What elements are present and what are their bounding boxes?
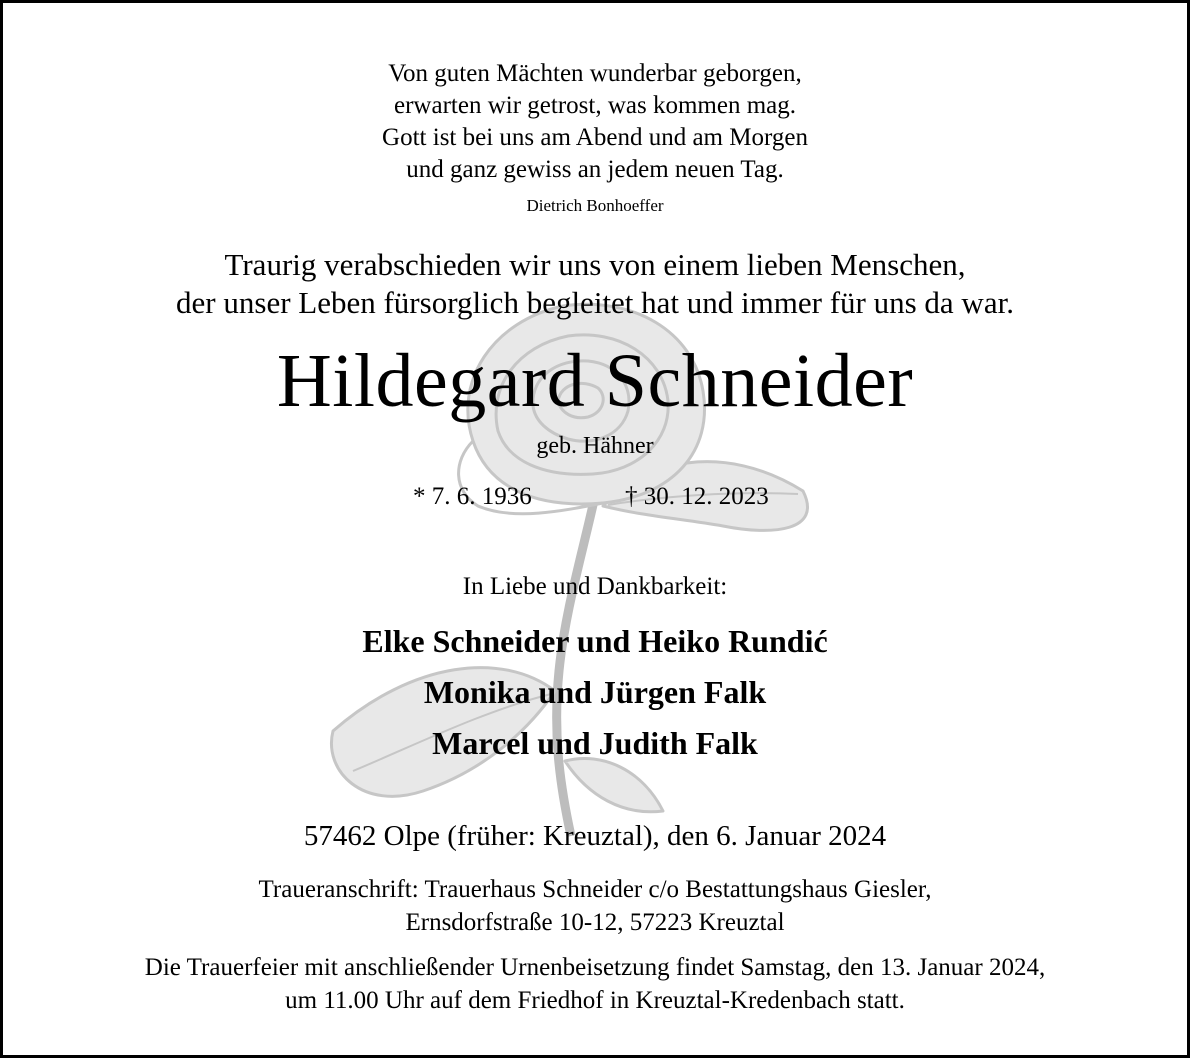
birth-date: * 7. 6. 1936 (413, 483, 532, 510)
mourning-address (3, 873, 1187, 939)
address-line: Ernsdorfstraße 10-12, 57223 Kreuztal (405, 909, 785, 936)
ceremony-line: um 11.00 Uhr auf dem Friedhof in Kreuztal-Kredenbach statt. (285, 987, 905, 1014)
poem-line: und ganz gewiss an jedem neuen Tag. (406, 156, 784, 183)
poem-line: Von guten Mächten wunderbar geborgen, (388, 60, 802, 87)
poem-line: Gott ist bei uns am Abend und am Morgen (382, 124, 808, 151)
mourner-name: Elke Schneider und Heiko Rundić (362, 623, 828, 659)
intro-text (3, 246, 1187, 322)
ceremony-line: Die Trauerfeier mit anschließender Urnenbeisetzung findet Samstag, den 13. Januar 2024, (144, 954, 1046, 981)
death-date: † 30. 12. 2023 (625, 483, 769, 510)
poem (3, 58, 1187, 186)
poem-author: Dietrich Bonhoeffer (526, 196, 664, 215)
intro-line: der unser Leben fürsorglich begleitet hat und immer für uns da war. (176, 285, 1014, 320)
mourners-heading: In Liebe und Dankbarkeit: (462, 573, 728, 600)
birth-name: geb. Hähner (536, 433, 654, 459)
mourner-name: Marcel und Judith Falk (432, 725, 758, 761)
poem-line: erwarten wir getrost, was kommen mag. (394, 92, 796, 119)
ceremony-info (3, 951, 1187, 1017)
mourner-name: Monika und Jürgen Falk (423, 674, 767, 710)
place-date: 57462 Olpe (früher: Kreuztal), den 6. Januar 2024 (303, 820, 887, 852)
address-line: Traueranschrift: Trauerhaus Schneider c/o Bestattungshaus Giesler, (258, 876, 932, 903)
deceased-name: Hildegard Schneider (276, 339, 914, 423)
intro-line: Traurig verabschieden wir uns von einem lieben Menschen, (224, 247, 966, 282)
